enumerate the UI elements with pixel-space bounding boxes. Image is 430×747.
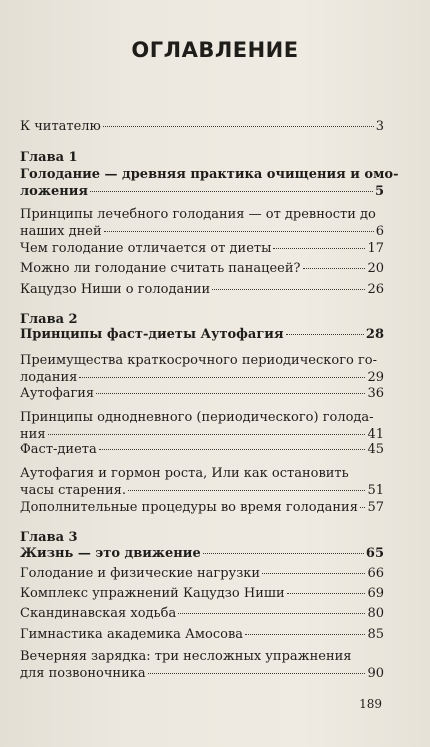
leader-dots [99, 449, 366, 450]
toc-entry: Можно ли голодание считать панацеей? 20 [20, 261, 384, 276]
leader-dots [79, 377, 365, 378]
leader-dots [103, 126, 374, 127]
toc-entry: Принципы лечебного голодания — от древности до наших дней 6 [20, 207, 384, 239]
toc-entry: Комплекс упражнений Кацудзо Ниши 69 [20, 586, 384, 601]
page-title: ОГЛАВЛЕНИЕ [131, 38, 299, 62]
toc-entry: Принципы однодневного (периодического) голода- ния 41 [20, 410, 384, 442]
toc-entry: Вечерняя зарядка: три несложных упражнения для позвоночника 90 [20, 649, 384, 681]
leader-dots [262, 573, 365, 574]
leader-dots [48, 434, 366, 435]
toc-entry: Кацудзо Ниши о голодании 26 [20, 282, 384, 297]
chapter-3-heading: Жизнь — это движение 65 [20, 546, 384, 561]
leader-dots [273, 248, 365, 249]
leader-dots [148, 673, 366, 674]
toc-entry: Преимущества краткосрочного периодического го- лодания 29 [20, 353, 384, 385]
leader-dots [303, 268, 366, 269]
leader-dots [203, 553, 364, 554]
chapter-2-label: Глава 2 [20, 312, 78, 327]
chapter-1-heading: Голодание — древняя практика очищения и омо- ложения 5 [20, 167, 399, 199]
page-number: 189 [359, 697, 382, 711]
leader-dots [212, 289, 365, 290]
chapter-3-label: Глава 3 [20, 530, 78, 545]
toc-entry: Гимнастика академика Амосова 85 [20, 627, 384, 642]
leader-dots [245, 634, 365, 635]
toc-entry: Аутофагия и гормон роста, Или как остановить часы старения. 51 [20, 466, 384, 498]
toc-entry: Аутофагия 36 [20, 386, 384, 401]
toc-entry: Голодание и физические нагрузки 66 [20, 566, 384, 581]
chapter-1-label: Глава 1 [20, 150, 78, 165]
toc-entry-intro [20, 118, 384, 135]
leader-dots [178, 613, 365, 614]
leader-dots [96, 393, 365, 394]
leader-dots [128, 490, 365, 491]
toc-entry: Чем голодание отличается от диеты 17 [20, 241, 384, 256]
toc-entry-text: К читателю [20, 119, 101, 134]
toc-entry: Дополнительные процедуры во время голодания 57 [20, 500, 384, 515]
leader-dots [287, 593, 366, 594]
toc-entry: Скандинавская ходьба 80 [20, 606, 384, 621]
leader-dots [286, 334, 364, 335]
leader-dots [104, 231, 374, 232]
toc-entry-page: 3 [375, 119, 384, 134]
chapter-2-heading: Принципы фаст-диеты Аутофагия 28 [20, 327, 384, 342]
leader-dots [90, 191, 373, 192]
toc-entry: Фаст-диета 45 [20, 442, 384, 457]
leader-dots [360, 507, 366, 508]
